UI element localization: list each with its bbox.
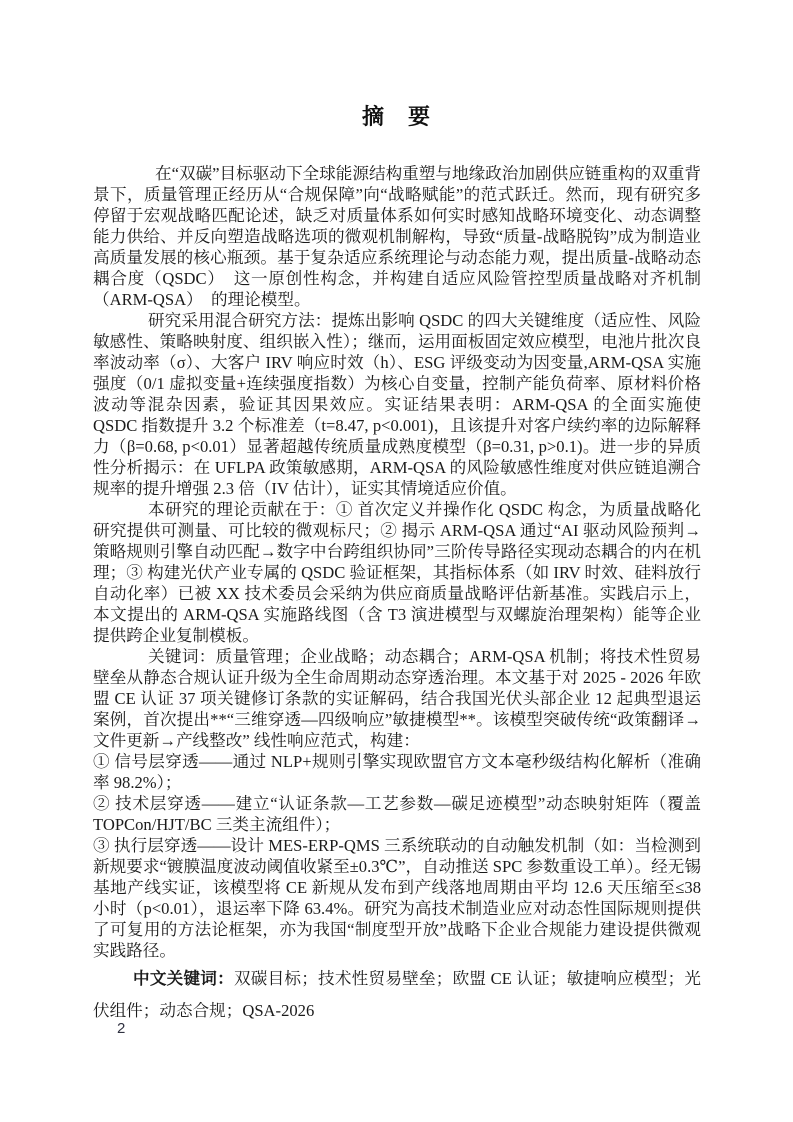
abstract-body — [93, 163, 701, 1027]
abstract-keywords-paragraph: 关键词：质量管理；企业战略；动态耦合；ARM-QSA 机制；将技术性贸易壁垒从静态合规认证升级为全生命周期动态穿透治理。本文基于对 2025 - 2026 年欧盟 CE 认证 37 项关键修订条款的实证解码，结合我国光伏头部企业 12 起典型退运案例，首次提出**“三维穿透—四级响应”敏捷模型**。该模型突破传统“政策翻译→文件更新→产线整改” 线性响应范式，构建： — [93, 647, 701, 750]
keywords-zh-text: 双碳目标；技术性贸易壁垒；欧盟 CE 认证；敏捷响应模型；光伏组件；动态合规；QSA-2026 — [93, 969, 702, 1020]
keywords-zh-label: 中文关键词： — [133, 969, 234, 988]
abstract-list-item-1: ① 信号层穿透——通过 NLP+规则引擎实现欧盟官方文本毫秒级结构化解析（准确率 98.2%）； — [93, 752, 701, 792]
abstract-list-item-2: ② 技术层穿透——建立“认证条款—工艺参数—碳足迹模型”动态映射矩阵（覆盖 TOPCon/HJT/BC 三类主流组件）； — [93, 794, 701, 834]
keywords-zh — [93, 963, 701, 1027]
abstract-paragraph-1: 在“双碳”目标驱动下全球能源结构重塑与地缘政治加剧供应链重构的双重背景下，质量管理正经历从“合规保障”向“战略赋能”的范式跃迁。然而，现有研究多停留于宏观战略匹配论述，缺乏对质量体系如何实时感知战略环境变化、动态调整能力供给、并反向塑造战略选项的微观机制解构，导致“质量-战略脱钩”成为制造业高质量发展的核心瓶颈。基于复杂适应系统理论与动态能力观，提出质量-战略动态耦合度（QSDC） 这一原创性构念，并构建自适应风险管控型质量战略对齐机制（ARM-QSA） 的理论模型。 — [93, 164, 701, 309]
abstract-paragraph-2: 研究采用混合研究方法：提炼出影响 QSDC 的四大关键维度（适应性、风险敏感性、策略映射度、组织嵌入性）；继而，运用面板固定效应模型，电池片批次良率波动率（σ）、大客户 IRV 响应时效（h）、ESG 评级变动为因变量,ARM-QSA 实施强度（0/1 虚拟变量+连续强度指数）为核心自变量，控制产能负荷率、原材料价格波动等混杂因素，验证其因果效应。实证结果表明：ARM-QSA 的全面实施使 QSDC 指数提升 3.2 个标准差（t=8.47, p<0.001)，且该提升对客户续约率的边际解释力（β=0.68, p<0.01）显著超越传统质量成熟度模型（β=0.31, p>0.1)。进一步的异质性分析揭示：在 UFLPA 政策敏感期，ARM-QSA 的风险敏感性维度对供应链追溯合规率的提升增强 2.3 倍（IV 估计），证实其情境适应价值。 — [93, 311, 701, 498]
abstract-title: 摘 要 — [361, 104, 431, 129]
page-number: 2 — [117, 1020, 126, 1037]
abstract-paragraph-3: 本研究的理论贡献在于：① 首次定义并操作化 QSDC 构念，为质量战略化研究提供可测量、可比较的微观标尺；② 揭示 ARM-QSA 通过“AI 驱动风险预判→策略规则引擎自动匹配→数字中台跨组织协同”三阶传导路径实现动态耦合的内在机理；③ 构建光伏产业专属的 QSDC 验证框架，其指标体系（如 IRV 时效、硅料放行自动化率）已被 XX 技术委员会采纳为供应商质量战略评估新基准。实践启示上，本文提出的 ARM-QSA 实施路线图（含 T3 演进模型与双螺旋治理架构）能等企业提供跨企业复制模板。 — [93, 500, 701, 645]
abstract-list-item-3: ③ 执行层穿透——设计 MES-ERP-QMS 三系统联动的自动触发机制（如：当检测到新规要求“镀膜温度波动阈值收紧至±0.3℃”，自动推送 SPC 参数重设工单）。经无锡基地产线实证，该模型将 CE 新规从发布到产线落地周期由平均 12.6 天压缩至≤38 小时（p<0.01），退运率下降 63.4%。研究为高技术制造业应对动态性国际规则提供了可复用的方法论框架，亦为我国“制度型开放”战略下企业合规能力建设提供微观实践路径。 — [93, 836, 701, 960]
